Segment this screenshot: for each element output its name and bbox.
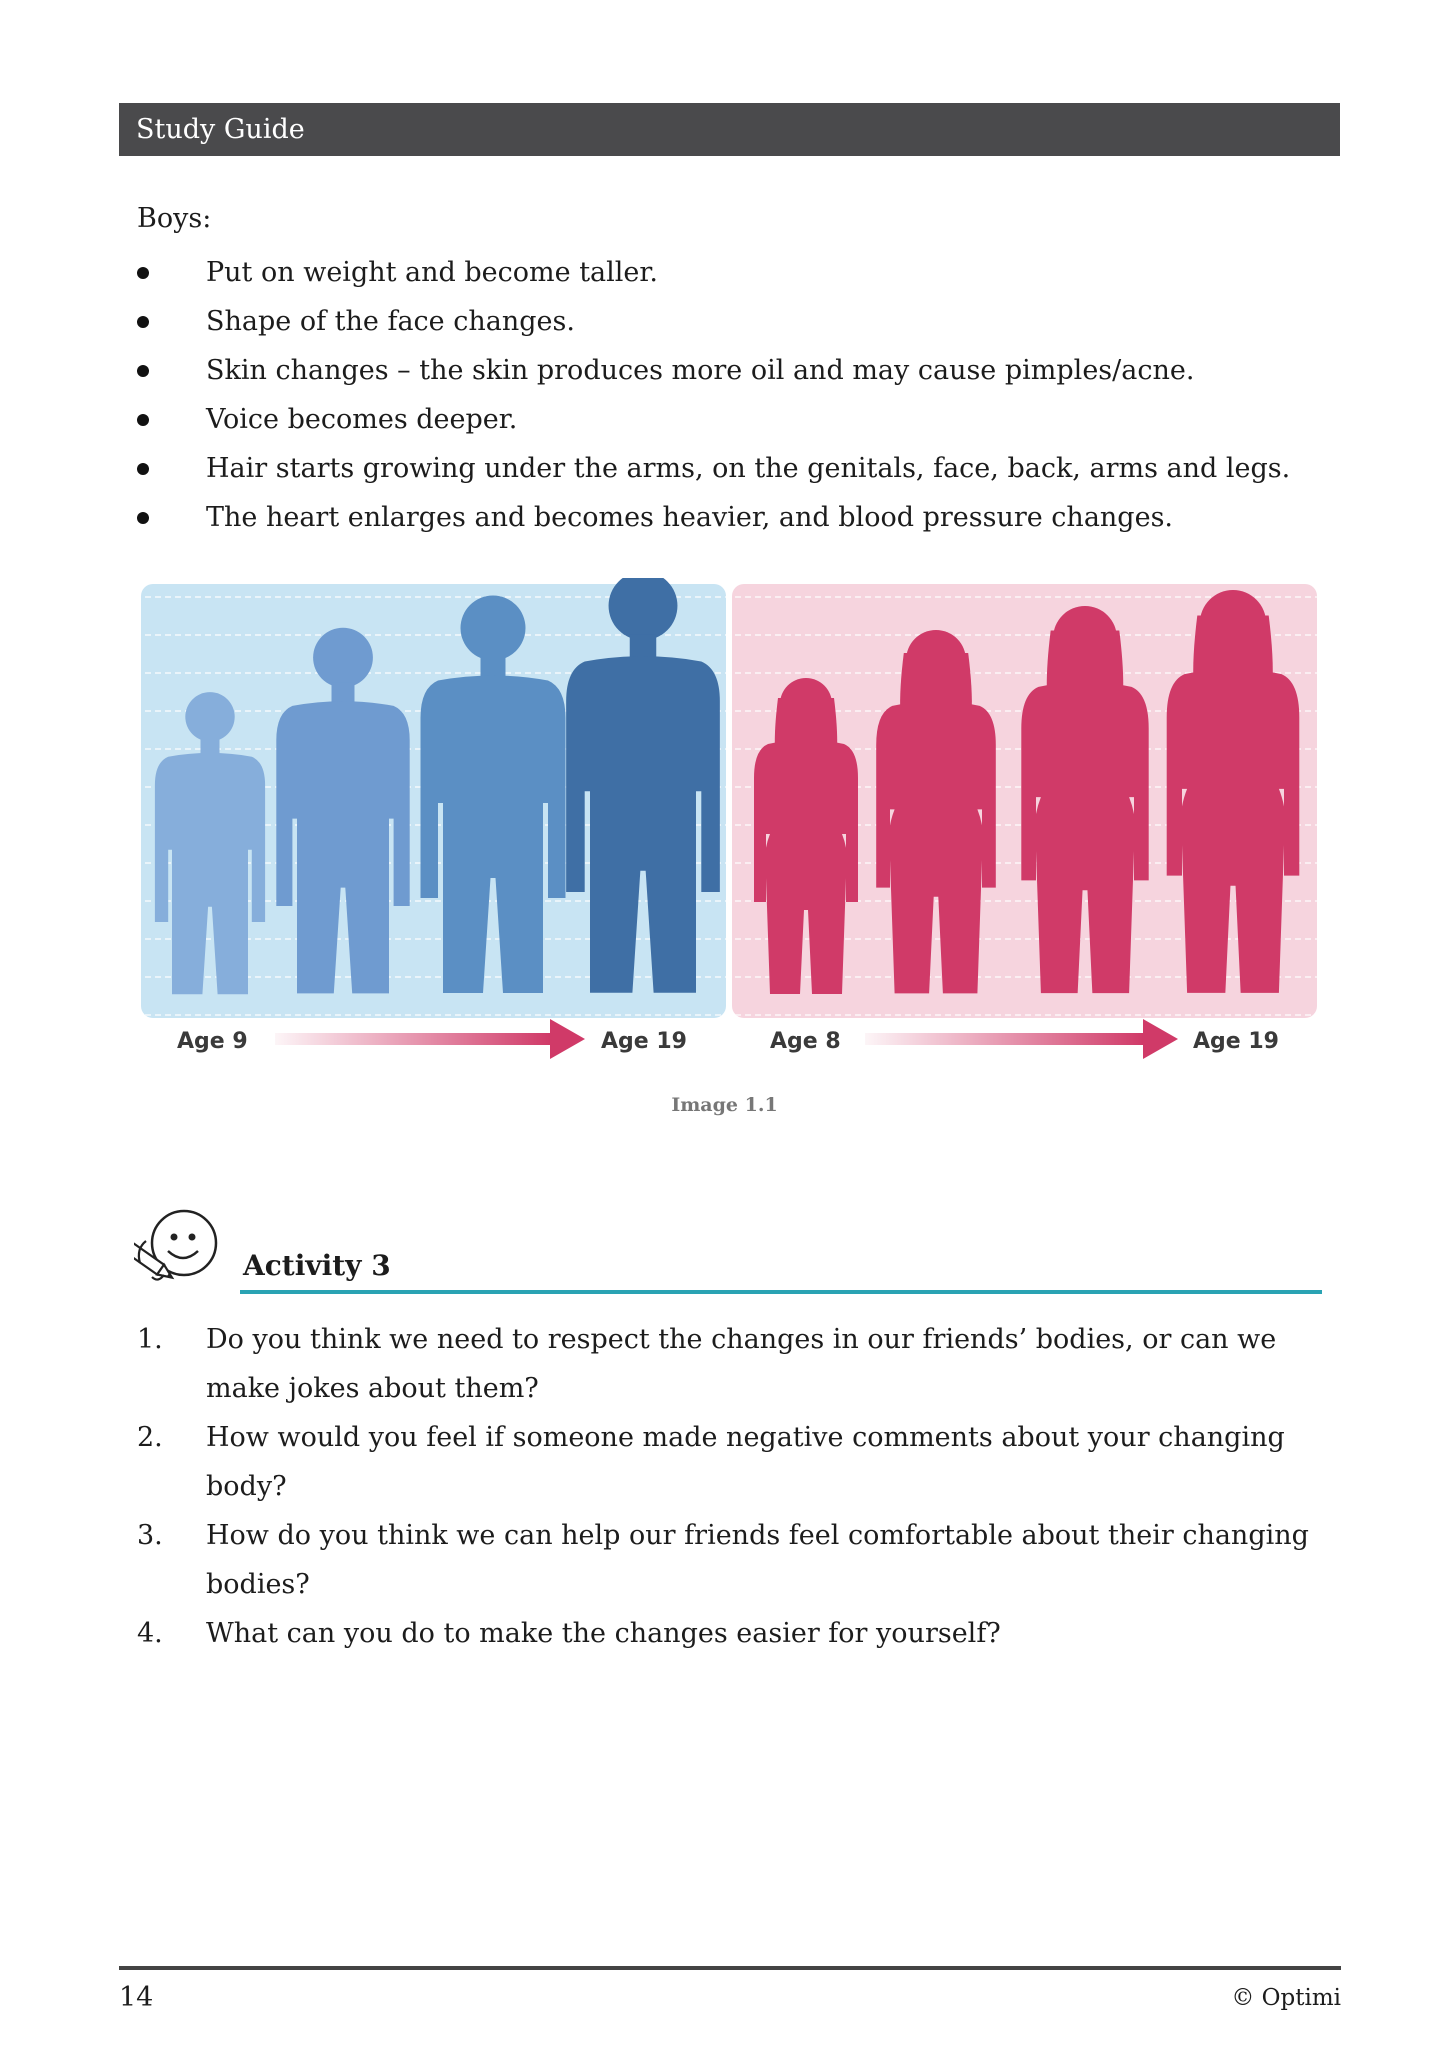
question-number: 2. bbox=[137, 1422, 163, 1453]
figure-caption: Image 1.1 bbox=[671, 1094, 778, 1116]
growth-figure bbox=[135, 578, 1320, 1068]
list-item bbox=[137, 1609, 1337, 1658]
list-item: Voice becomes deeper. bbox=[137, 395, 1290, 444]
activity-title: Activity 3 bbox=[243, 1249, 391, 1282]
footer-divider bbox=[119, 1966, 1341, 1970]
boys-arrow bbox=[275, 1019, 585, 1059]
question-text: What can you do to make the changes easier for yourself? bbox=[206, 1618, 1001, 1649]
question-number: 1. bbox=[137, 1324, 163, 1355]
question-number: 3. bbox=[137, 1520, 163, 1551]
copyright: © Optimi bbox=[1231, 1985, 1341, 2011]
bullet-icon bbox=[137, 267, 149, 279]
boys-start-label: Age 9 bbox=[177, 1029, 248, 1054]
boys-changes-list bbox=[137, 248, 1290, 542]
page-number: 14 bbox=[119, 1982, 154, 2013]
bullet-icon bbox=[137, 414, 149, 426]
girls-start-label: Age 8 bbox=[770, 1029, 841, 1054]
bullet-icon bbox=[137, 512, 149, 524]
girls-panel bbox=[732, 584, 1317, 1018]
activity-divider bbox=[240, 1290, 1322, 1294]
list-item bbox=[137, 1315, 1337, 1413]
boys-panel bbox=[141, 578, 726, 1018]
list-item: Hair starts growing under the arms, on the genitals, face, back, arms and legs. bbox=[137, 444, 1290, 493]
question-text: How do you think we can help our friends feel comfortable about their changing bodies? bbox=[206, 1520, 1309, 1600]
list-item bbox=[137, 1511, 1337, 1609]
activity-questions bbox=[137, 1315, 1337, 1658]
list-item: Skin changes – the skin produces more oil and may cause pimples/acne. bbox=[137, 346, 1290, 395]
header-bar bbox=[119, 103, 1340, 156]
smiley-pencil-icon bbox=[134, 1205, 222, 1291]
girls-arrow bbox=[865, 1019, 1178, 1059]
list-item bbox=[137, 1413, 1337, 1511]
list-item: Shape of the face changes. bbox=[137, 297, 1290, 346]
question-number: 4. bbox=[137, 1618, 163, 1649]
girls-end-label: Age 19 bbox=[1193, 1029, 1279, 1054]
question-text: How would you feel if someone made negative comments about your changing body? bbox=[206, 1422, 1285, 1502]
bullet-icon bbox=[137, 463, 149, 475]
question-text: Do you think we need to respect the changes in our friends’ bodies, or can we make jokes about them? bbox=[206, 1324, 1277, 1404]
header-title: Study Guide bbox=[136, 114, 305, 145]
bullet-icon bbox=[137, 316, 149, 328]
section-label: Boys: bbox=[137, 203, 212, 234]
boys-end-label: Age 19 bbox=[601, 1029, 687, 1054]
bullet-icon bbox=[137, 365, 149, 377]
list-item: The heart enlarges and becomes heavier, and blood pressure changes. bbox=[137, 493, 1290, 542]
list-item: Put on weight and become taller. bbox=[137, 248, 1290, 297]
